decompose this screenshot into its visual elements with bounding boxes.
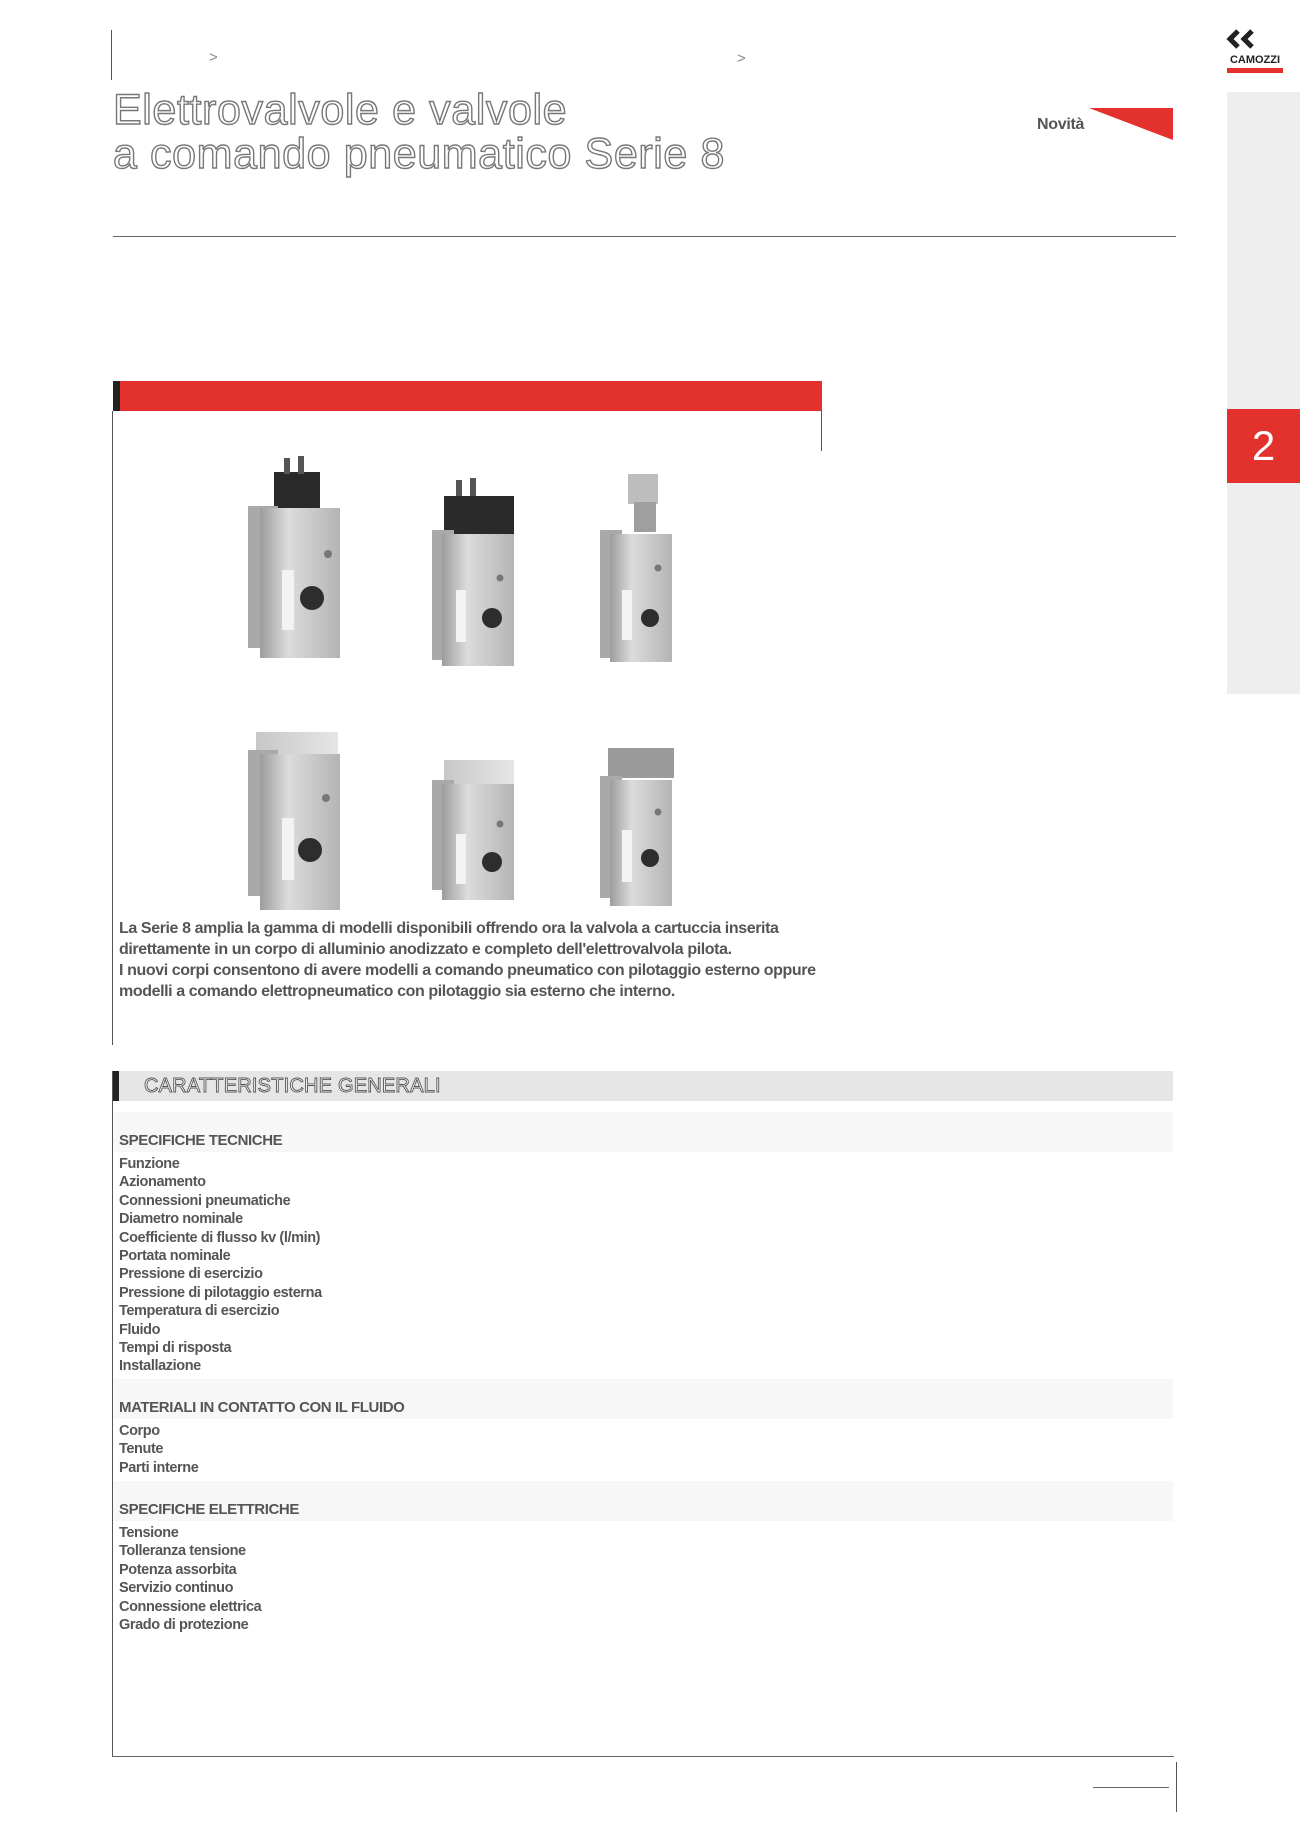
chapter-number: 2 — [1227, 409, 1300, 483]
page-title-line2: a comando pneumatico Serie 8 — [113, 130, 725, 178]
bottom-rule — [112, 1756, 1174, 1757]
camozzi-logo — [1224, 28, 1286, 76]
banner-right-line — [821, 411, 822, 451]
spec-list — [119, 1155, 322, 1376]
section-title: CARATTERISTICHE GENERALI — [144, 1075, 441, 1097]
footer-divider-line — [1176, 1762, 1177, 1812]
spec-list — [119, 1524, 261, 1634]
page-title — [113, 88, 725, 176]
solenoid-valve-large — [248, 456, 340, 658]
spec-label: Corpo — [119, 1423, 160, 1439]
spec-label: Funzione — [119, 1156, 180, 1172]
footer-rule — [1093, 1787, 1169, 1788]
spec-label: Fluido — [119, 1321, 161, 1338]
spec-label: Connessione elettrica — [119, 1598, 262, 1615]
chapter-tab — [1227, 92, 1300, 694]
spec-label: Pressione di pilotaggio esterna — [119, 1284, 322, 1301]
product-banner-marker — [113, 381, 120, 411]
breadcrumb-separator: > — [737, 50, 746, 67]
spec-label: Servizio continuo — [119, 1580, 234, 1597]
solenoid-valve-medium — [432, 478, 514, 666]
spec-label: Potenza assorbita — [119, 1561, 237, 1578]
page-title-line1: Elettrovalvole e valvole — [113, 86, 568, 134]
group-heading: SPECIFICHE TECNICHE — [119, 1132, 283, 1149]
spec-label: Coefficiente di flusso kv (l/min) — [119, 1229, 321, 1246]
spec-label: Temperatura di esercizio — [119, 1303, 280, 1320]
spec-label: Installazione — [119, 1358, 201, 1375]
pneumatic-valve-medium — [432, 760, 514, 900]
spec-label: Connessioni pneumatiche — [119, 1192, 291, 1209]
header-divider-line — [111, 30, 112, 80]
description-paragraph: La Serie 8 amplia la gamma di modelli disponibili offrendo ora la valvola a cartuccia inserita direttamente in un corpo di alluminio anodizzato e completo dell'elettrovalvola pilota. — [119, 920, 779, 958]
spec-label: Pressione di esercizio — [119, 1266, 263, 1283]
red-triangle-icon — [1089, 108, 1173, 142]
spec-label: Grado di protezione — [119, 1616, 249, 1633]
breadcrumb-separator: > — [209, 49, 218, 66]
valve-product-photo — [230, 450, 690, 920]
section-header-marker — [113, 1071, 119, 1101]
spec-label: Tensione — [119, 1525, 179, 1541]
product-banner — [113, 381, 822, 411]
spec-label: Diametro nominale — [119, 1211, 243, 1228]
group-heading: SPECIFICHE ELETTRICHE — [119, 1501, 299, 1518]
spec-label: Azionamento — [119, 1174, 206, 1191]
spec-label: Tempi di risposta — [119, 1339, 232, 1356]
spec-label: Parti interne — [119, 1459, 199, 1476]
brand-name: CAMOZZI — [1229, 54, 1281, 66]
pneumatic-valve-small — [600, 748, 674, 906]
left-frame-line — [112, 411, 113, 1045]
product-description — [119, 918, 819, 1002]
spec-label: Tenute — [119, 1441, 164, 1458]
solenoid-valve-connector — [600, 474, 672, 662]
description-paragraph: I nuovi corpi consentono di avere modelli a comando pneumatico con pilotaggio esterno oppure modelli a comando elettropneumatico con pilotaggio sia esterno che interno. — [119, 962, 816, 1000]
header-rule — [113, 236, 1176, 237]
pneumatic-valve-large — [248, 732, 340, 910]
new-badge-label: Novità — [1037, 116, 1085, 133]
group-heading: MATERIALI IN CONTATTO CON IL FLUIDO — [119, 1399, 405, 1416]
spec-label: Portata nominale — [119, 1247, 231, 1264]
spec-label: Tolleranza tensione — [119, 1543, 246, 1560]
left-frame-line-lower — [112, 1071, 113, 1757]
spec-list — [119, 1422, 198, 1477]
